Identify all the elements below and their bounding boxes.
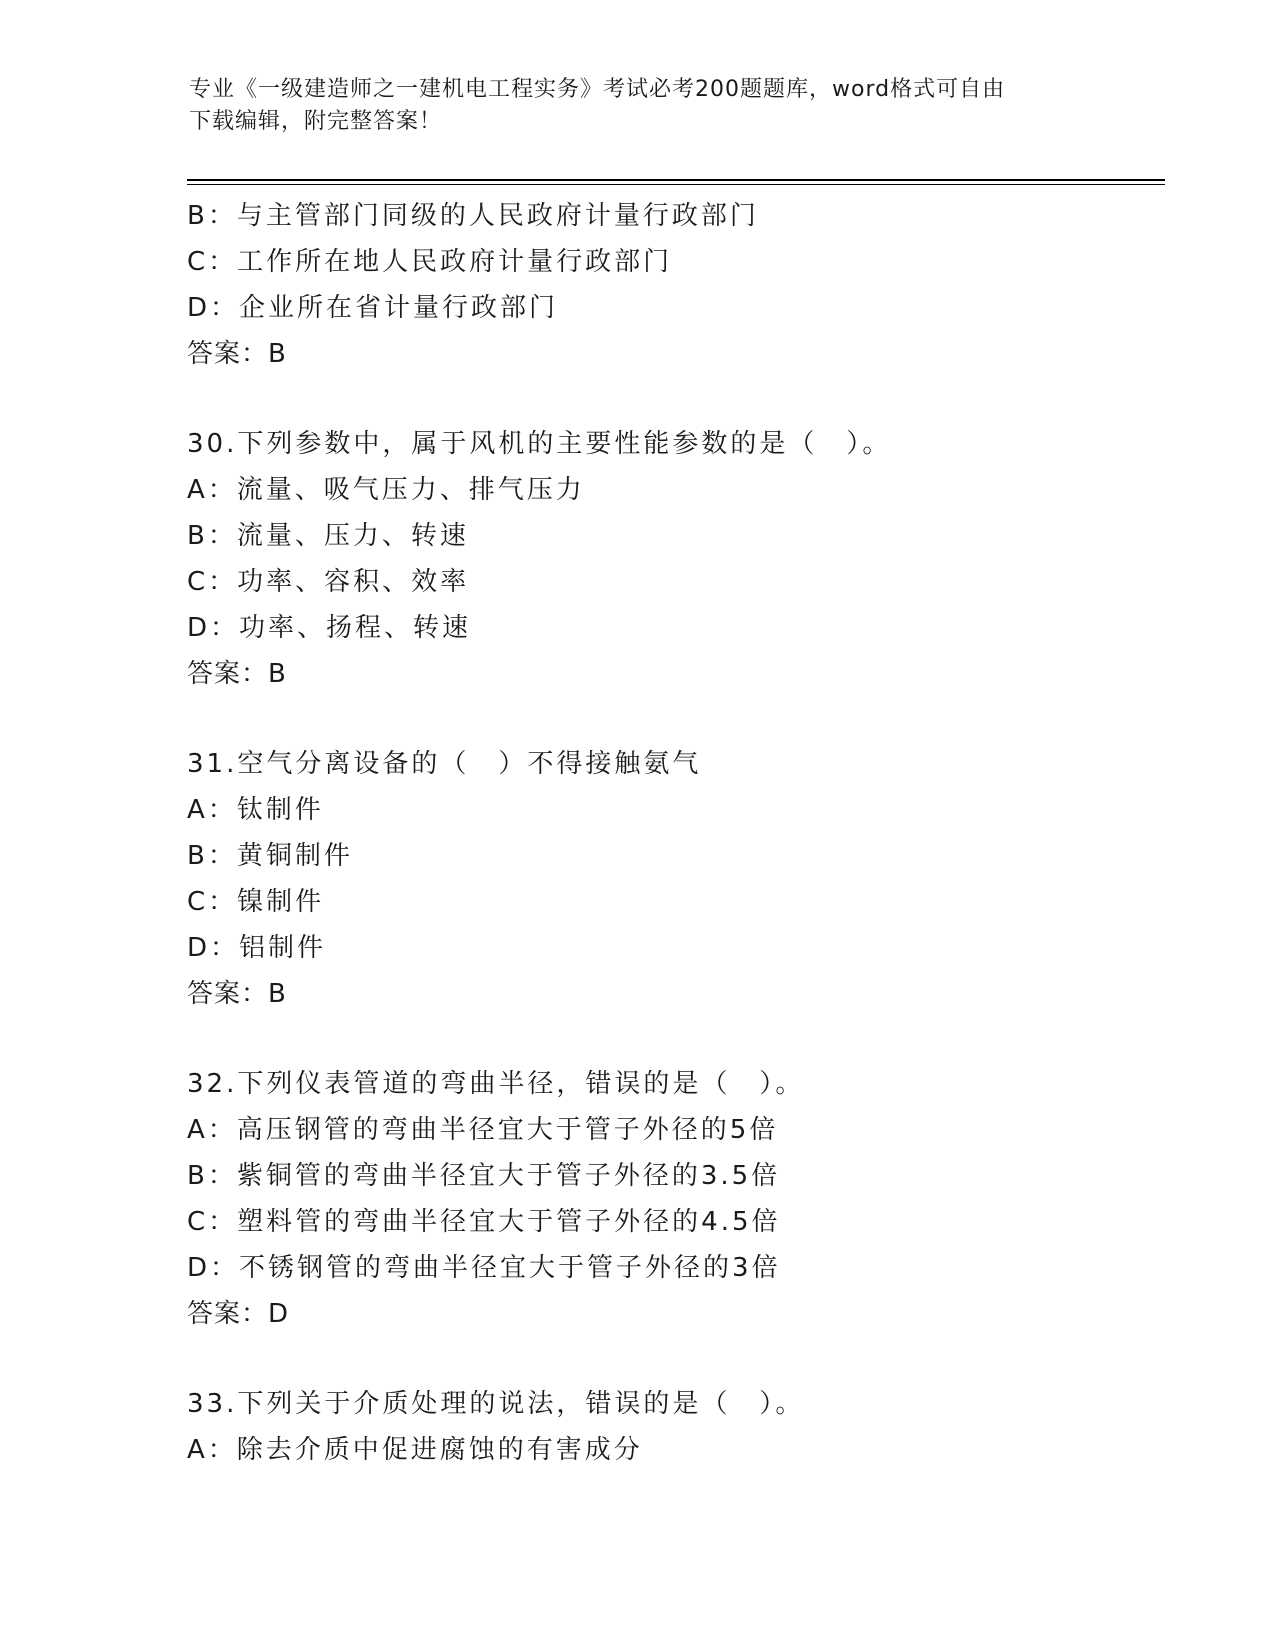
- question-stem: 33.下列关于介质处理的说法，错误的是（ ）。: [187, 1389, 805, 1419]
- header-divider-thin: [187, 184, 1165, 185]
- option-b: B：黄铜制件: [187, 841, 353, 871]
- question-29-continued: [187, 193, 1167, 377]
- question-32: [187, 1061, 1167, 1337]
- option-d: D：不锈钢管的弯曲半径宜大于管子外径的3倍: [187, 1253, 781, 1283]
- option-c: C：功率、容积、效率: [187, 567, 470, 597]
- answer: 答案：B: [187, 979, 287, 1009]
- option-b: B：与主管部门同级的人民政府计量行政部门: [187, 201, 759, 231]
- spacer: [187, 377, 1167, 421]
- answer: 答案：B: [187, 659, 287, 689]
- question-list: [187, 193, 1167, 1473]
- question-stem: 31.空气分离设备的（ ）不得接触氨气: [187, 749, 702, 779]
- option-a: A：除去介质中促进腐蚀的有害成分: [187, 1435, 643, 1465]
- option-c: C：镍制件: [187, 887, 325, 917]
- spacer: [187, 1017, 1167, 1061]
- option-a: A：高压钢管的弯曲半径宜大于管子外径的5倍: [187, 1115, 779, 1145]
- question-31: [187, 741, 1167, 1017]
- answer: 答案：B: [187, 339, 287, 369]
- option-b: B：流量、压力、转速: [187, 521, 469, 551]
- option-d: D：铝制件: [187, 933, 327, 963]
- question-33: [187, 1381, 1167, 1473]
- question-30: [187, 421, 1167, 697]
- option-b: B：紫铜管的弯曲半径宜大于管子外径的3.5倍: [187, 1161, 781, 1191]
- question-stem: 32.下列仪表管道的弯曲半径，错误的是（ ）。: [187, 1069, 805, 1099]
- option-a: A：流量、吸气压力、排气压力: [187, 475, 585, 505]
- option-a: A：钛制件: [187, 795, 324, 825]
- question-stem: 30.下列参数中，属于风机的主要性能参数的是（ ）。: [187, 429, 892, 459]
- option-d: D：企业所在省计量行政部门: [187, 293, 559, 323]
- header-divider-thick: [187, 179, 1165, 181]
- option-c: C：工作所在地人民政府计量行政部门: [187, 247, 673, 277]
- header-line-2: 下载编辑，附完整答案！: [189, 109, 443, 134]
- spacer: [187, 1337, 1167, 1381]
- option-d: D：功率、扬程、转速: [187, 613, 472, 643]
- answer: 答案：D: [187, 1299, 290, 1329]
- document-header: [189, 74, 1069, 138]
- header-line-1: 专业《一级建造师之一建机电工程实务》考试必考200题题库，word格式可自由: [189, 77, 1006, 102]
- spacer: [187, 697, 1167, 741]
- option-c: C：塑料管的弯曲半径宜大于管子外径的4.5倍: [187, 1207, 781, 1237]
